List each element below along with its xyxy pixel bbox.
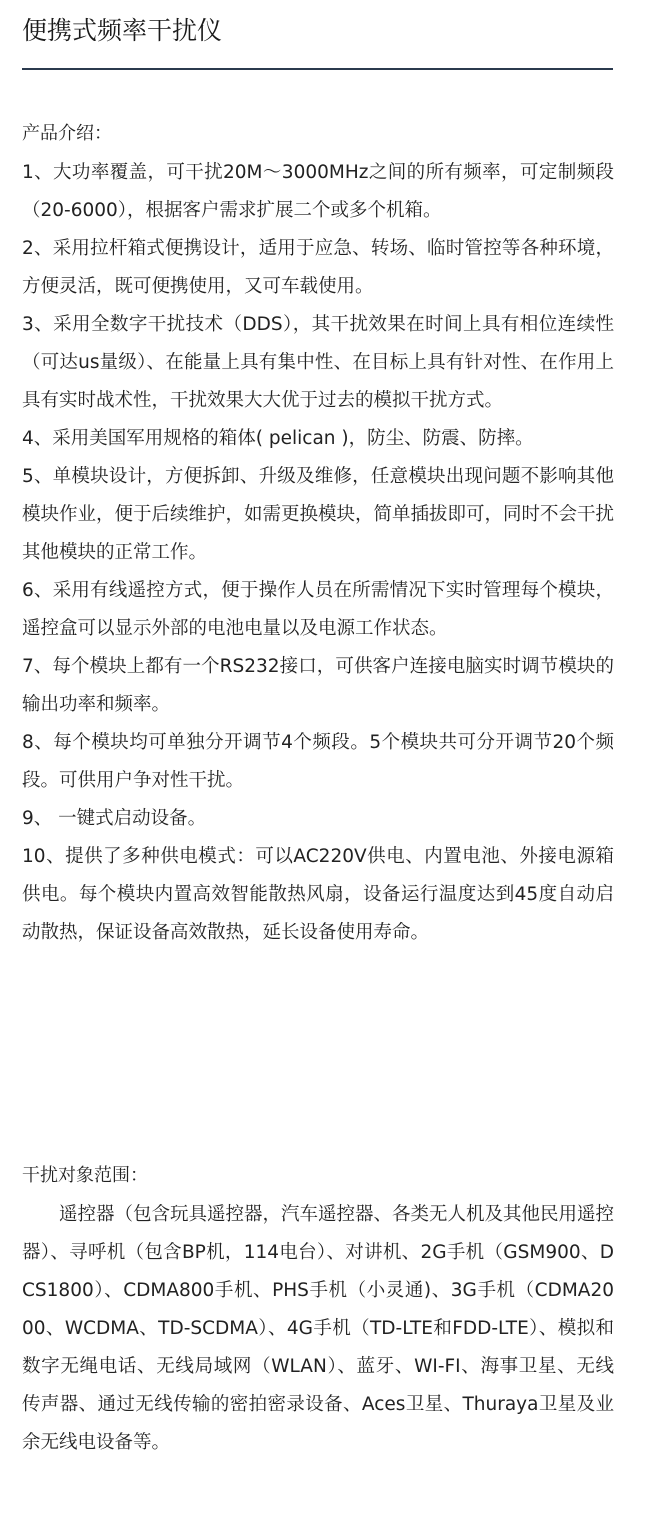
interference-targets-section xyxy=(22,1162,614,1462)
intro-item-4: 4、采用美国军用规格的箱体( pelican )，防尘、防震、防摔。 xyxy=(22,428,534,449)
interference-targets-body: 遥控器（包含玩具遥控器，汽车遥控器、各类无人机及其他民用遥控器）、寻呼机（包含BP机，114电台）、对讲机、2G手机（GSM900、DCS1800）、CDMA800手机、PHS手机（小灵通)、3G手机（CDMA2000、WCDMA、TD-SCDMA）、4G手机（TD-LTE和FDD-LTE）、模拟和数字无绳电话、无线局域网（WLAN）、蓝牙、WI-FI、海事卫星、无线传声器、通过无线传输的密拍密录设备、Aces卫星、Thuraya卫星及业余无线电设备等。 xyxy=(22,1204,615,1453)
intro-item-1: 1、大功率覆盖，可干扰20M～3000MHz之间的所有频率，可定制频段（20-6000），根据客户需求扩展二个或多个机箱。 xyxy=(22,162,614,221)
intro-item-2: 2、采用拉杆箱式便携设计，适用于应急、转场、临时管控等各种环境，方便灵活，既可便携使用，又可车载使用。 xyxy=(22,238,614,297)
intro-item-7: 7、每个模块上都有一个RS232接口，可供客户连接电脑实时调节模块的输出功率和频率。 xyxy=(22,656,614,715)
intro-item-6: 6、采用有线遥控方式，便于操作人员在所需情况下实时管理每个模块，遥控盒可以显示外部的电池电量以及电源工作状态。 xyxy=(22,580,614,639)
intro-item-8: 8、每个模块均可单独分开调节4个频段。5个模块共可分开调节20个频段。可供用户争对性干扰。 xyxy=(22,732,614,791)
product-intro-section xyxy=(22,120,614,952)
intro-item-5: 5、单模块设计，方便拆卸、升级及维修，任意模块出现问题不影响其他模块作业，便于后续维护，如需更换模块，简单插拔即可，同时不会干扰其他模块的正常工作。 xyxy=(22,466,615,563)
intro-item-10: 10、提供了多种供电模式：可以AC220V供电、内置电池、外接电源箱供电。每个模块内置高效智能散热风扇，设备运行温度达到45度自动启动散热，保证设备高效散热，延长设备使用寿命。 xyxy=(22,846,614,943)
interference-targets-heading: 干扰对象范围： xyxy=(22,1165,148,1186)
product-intro-heading: 产品介绍： xyxy=(22,123,112,144)
intro-item-9: 9、 一键式启动设备。 xyxy=(22,808,207,829)
intro-item-3: 3、采用全数字干扰技术（DDS），其干扰效果在时间上具有相位连续性（可达us量级）、在能量上具有集中性、在目标上具有针对性、在作用上具有实时战术性，干扰效果大大优于过去的模拟干扰方式。 xyxy=(22,314,614,411)
page-title: 便携式频率干扰仪 xyxy=(22,16,223,45)
title-divider xyxy=(22,68,613,70)
